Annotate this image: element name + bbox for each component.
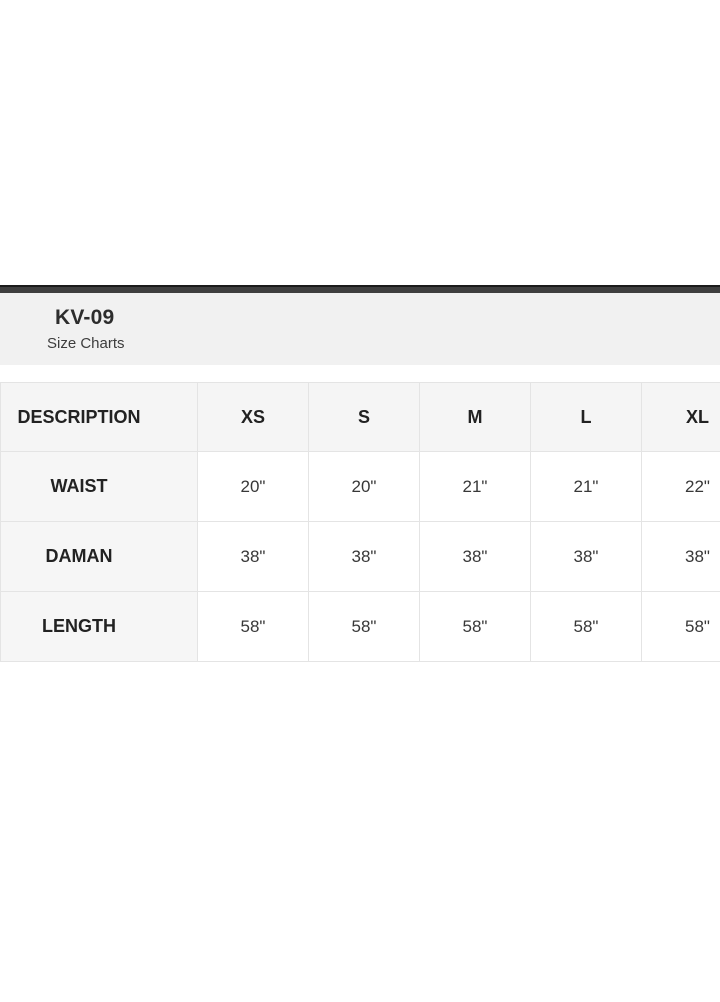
section-divider-bar xyxy=(0,285,720,293)
length-l-value: 58" xyxy=(531,592,642,662)
table-header-row xyxy=(1,383,720,452)
daman-xl-value: 38" xyxy=(642,522,720,592)
product-code-title: KV-09 xyxy=(55,306,115,329)
length-xs-value: 58" xyxy=(198,592,309,662)
column-header-xl: XL xyxy=(642,383,720,452)
daman-xs-value: 38" xyxy=(198,522,309,592)
daman-s-value: 38" xyxy=(309,522,420,592)
size-charts-subtitle: Size Charts xyxy=(47,335,125,353)
waist-xs-value: 20" xyxy=(198,452,309,522)
column-header-description: DESCRIPTION xyxy=(1,383,198,452)
waist-s-value: 20" xyxy=(309,452,420,522)
column-header-s: S xyxy=(309,383,420,452)
waist-l-value: 21" xyxy=(531,452,642,522)
size-chart-header xyxy=(0,293,720,365)
row-label-daman: DAMAN xyxy=(1,522,198,592)
column-header-xs: XS xyxy=(198,383,309,452)
length-s-value: 58" xyxy=(309,592,420,662)
size-chart-table-container xyxy=(0,382,720,662)
table-row-length xyxy=(1,592,720,662)
table-row-waist xyxy=(1,452,720,522)
row-label-waist: WAIST xyxy=(1,452,198,522)
column-header-l: L xyxy=(531,383,642,452)
table-row-daman xyxy=(1,522,720,592)
daman-m-value: 38" xyxy=(420,522,531,592)
waist-xl-value: 22" xyxy=(642,452,720,522)
column-header-m: M xyxy=(420,383,531,452)
length-m-value: 58" xyxy=(420,592,531,662)
header-table-gap xyxy=(0,365,720,382)
top-whitespace xyxy=(0,0,720,285)
daman-l-value: 38" xyxy=(531,522,642,592)
size-chart-table xyxy=(0,382,720,662)
row-label-length: LENGTH xyxy=(1,592,198,662)
waist-m-value: 21" xyxy=(420,452,531,522)
length-xl-value: 58" xyxy=(642,592,720,662)
